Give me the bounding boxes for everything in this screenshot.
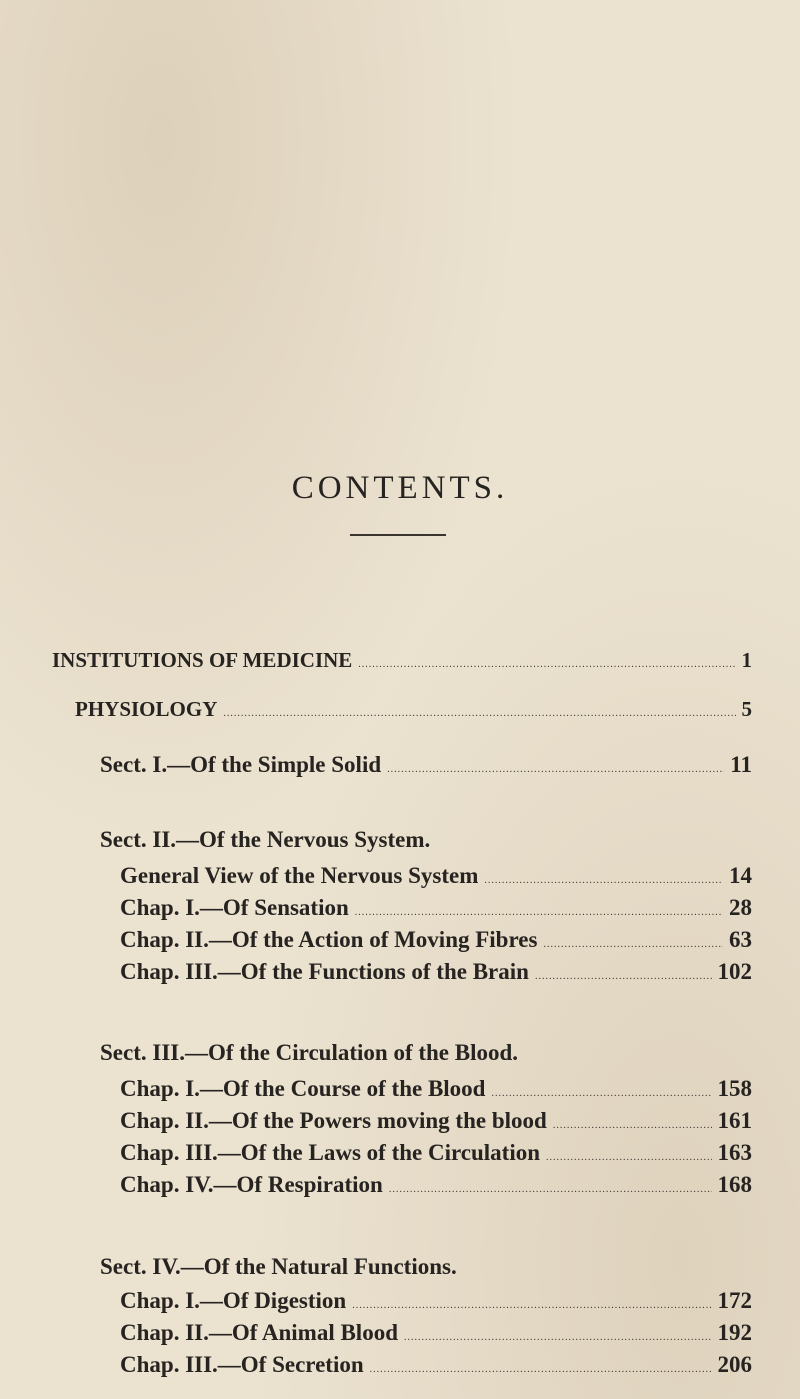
leader-dots	[546, 1152, 712, 1163]
toc-entry-page: 5	[741, 697, 752, 721]
toc-entry	[120, 1352, 752, 1378]
toc-entry-page: 161	[717, 1108, 752, 1133]
toc-entry	[120, 863, 752, 889]
page-title: CONTENTS.	[291, 470, 509, 506]
toc-entry-page: 63	[729, 927, 752, 952]
toc-entry-page: 1	[741, 648, 752, 672]
toc-entry-page: 158	[717, 1076, 752, 1101]
leader-dots	[370, 1364, 712, 1375]
toc-entry-label: Chap. II.—Of Animal Blood	[120, 1320, 398, 1345]
toc-entry-label: Chap. II.—Of the Action of Moving Fibres	[120, 927, 538, 952]
leader-dots	[223, 708, 735, 719]
toc-entry-physiology	[75, 697, 752, 722]
toc-entry-page: 172	[717, 1288, 752, 1313]
section-heading: Sect. III.—Of the Circulation of the Blood.	[100, 1040, 519, 1065]
toc-entry	[120, 1172, 752, 1198]
section-heading: Sect. IV.—Of the Natural Functions.	[100, 1254, 457, 1279]
leader-dots	[352, 1300, 711, 1311]
leader-dots	[387, 764, 724, 775]
toc-entry	[120, 1140, 752, 1166]
leader-dots	[491, 1088, 711, 1099]
toc-entry-label: General View of the Nervous System	[120, 863, 479, 888]
toc-entry-label: Sect. I.—Of the Simple Solid	[100, 752, 382, 777]
toc-entry-label: Chap. I.—Of the Course of the Blood	[120, 1076, 486, 1101]
toc-entry	[120, 1320, 752, 1346]
section-heading: Sect. II.—Of the Nervous System.	[100, 827, 431, 852]
toc-entry	[120, 959, 752, 985]
toc-entry	[120, 1076, 752, 1102]
toc-entry-institutions	[52, 648, 752, 673]
toc-entry-label: Chap. III.—Of the Functions of the Brain	[120, 959, 529, 984]
leader-dots	[553, 1120, 712, 1131]
leader-dots	[484, 875, 723, 886]
toc-entry-label: Chap. III.—Of the Laws of the Circulation	[120, 1140, 540, 1165]
toc-entry-page: 192	[717, 1320, 752, 1345]
toc-entry-page: 168	[717, 1172, 752, 1197]
toc-entry-label: PHYSIOLOGY	[75, 697, 218, 721]
toc-entry-page: 163	[717, 1140, 752, 1165]
leader-dots	[404, 1332, 712, 1343]
toc-entry-label: Chap. I.—Of Digestion	[120, 1288, 347, 1313]
toc-entry	[120, 895, 752, 921]
toc-entry-label: Chap. IV.—Of Respiration	[120, 1172, 383, 1197]
toc-entry-label: Chap. II.—Of the Powers moving the blood	[120, 1108, 547, 1133]
toc-entry-page: 11	[730, 752, 752, 777]
leader-dots	[355, 907, 723, 918]
toc-entry	[120, 1288, 752, 1314]
toc-entry	[120, 1108, 752, 1134]
leader-dots	[535, 971, 712, 982]
toc-entry-page: 14	[729, 863, 752, 888]
toc-entry-label: Chap. III.—Of Secretion	[120, 1352, 364, 1377]
toc-entry-sect1	[100, 752, 752, 778]
toc-entry-label: INSTITUTIONS OF MEDICINE	[52, 648, 353, 672]
leader-dots	[389, 1184, 712, 1195]
toc-entry-page: 206	[717, 1352, 752, 1377]
toc-entry-page: 102	[717, 959, 752, 984]
title-rule	[350, 534, 446, 536]
toc-entry-page: 28	[729, 895, 752, 920]
toc-entry	[120, 927, 752, 953]
toc-entry-label: Chap. I.—Of Sensation	[120, 895, 349, 920]
leader-dots	[358, 659, 735, 670]
leader-dots	[543, 939, 723, 950]
